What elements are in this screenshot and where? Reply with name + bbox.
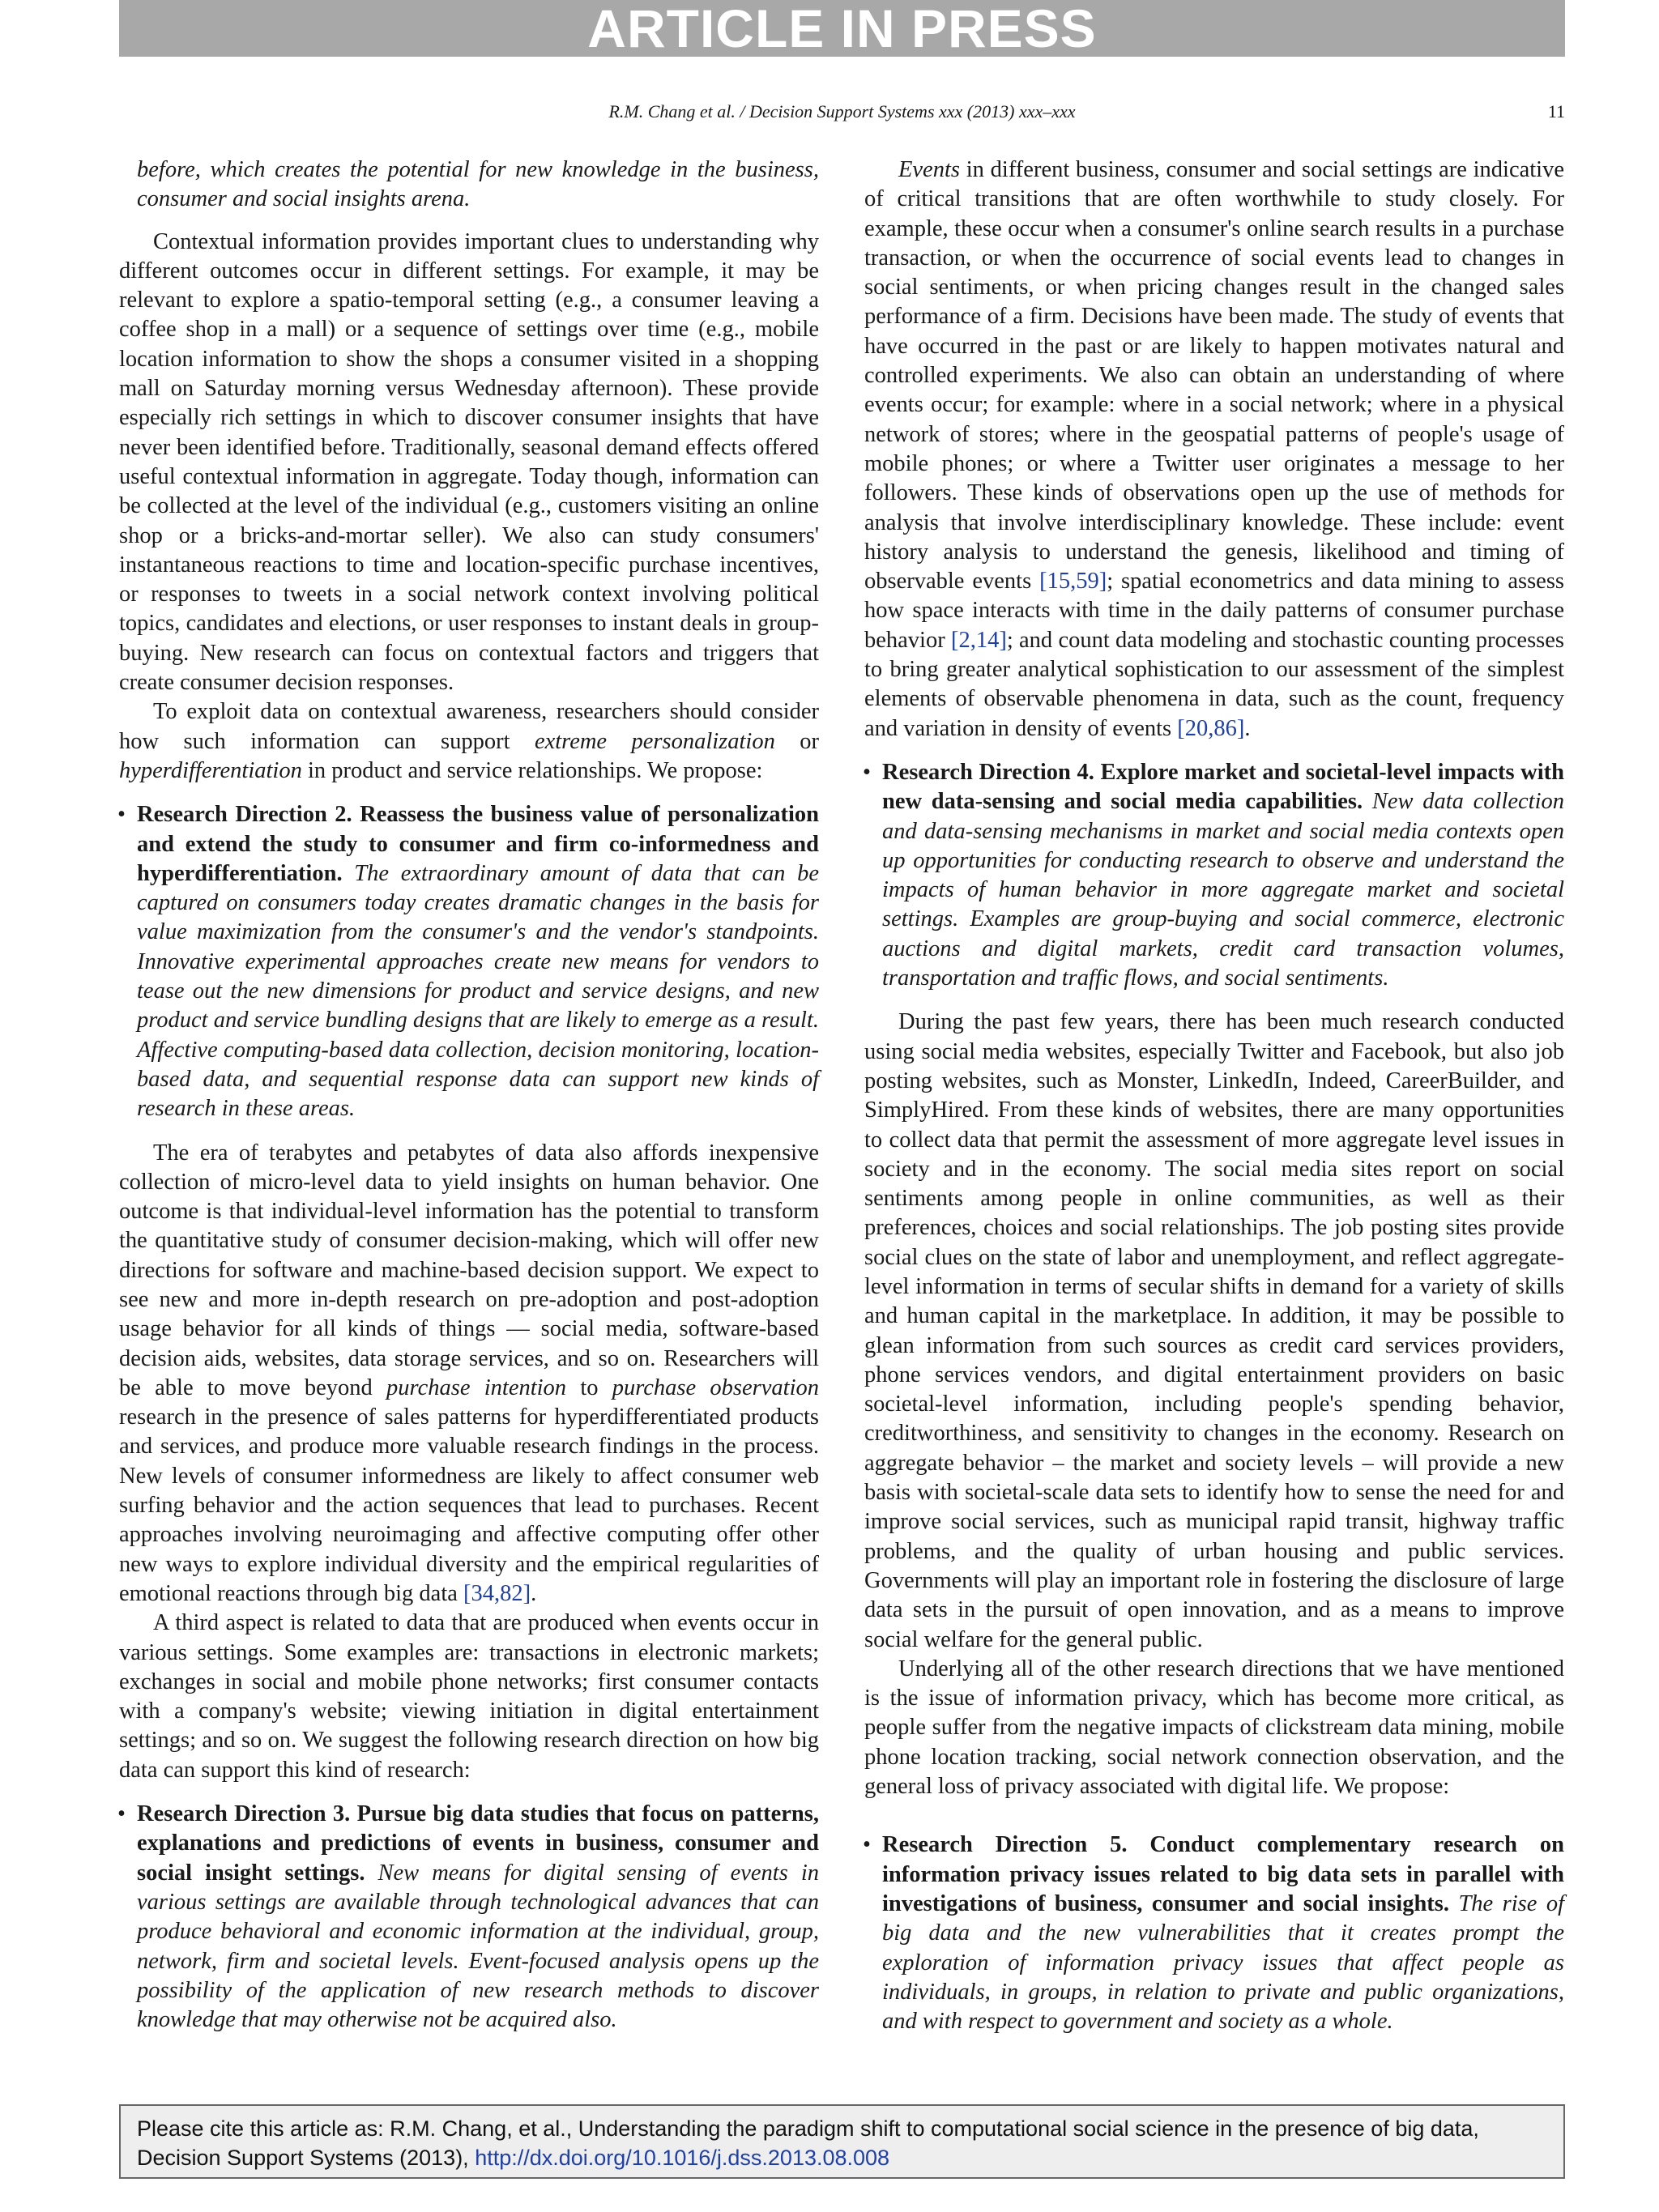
text-run: research in the presence of sales patterns for hyperdifferentiated products and services, and produce more valuable research findings in the process. New levels of consumer informedness are likely to affect consumer web surfing behavior and the action sequences that lead to purchases. Recent approaches involving neuroimaging and affective computing offer other new ways to explore individual diversity and the empirical regularities of emotional reactions through big data (119, 1404, 819, 1606)
citation-text: Please cite this article as: R.M. Chang, et al., Understanding the paradigm shift to computational social science in the presence of big data, Decision Support Systems (2013), (137, 2116, 1479, 2170)
continued-italic-text: before, which creates the potential for new knowledge in the business, consumer and social insights arena. (137, 157, 819, 212)
research-direction-title: Research Direction 3. Pursue big data studies that focus on patterns, explanations and predictions of events in business, consumer and social insight settings. (137, 1801, 819, 1886)
text-run: To exploit data on contextual awareness, researchers should consider how such information can support (119, 699, 819, 754)
text-run: The era of terabytes and petabytes of data also affords inexpensive collection of micro-level data to yield insights on human behavior. One outcome is that individual-level information has the potential to transform the quantitative study of consumer decision-making, which will offer new directions for software and machine-based decision support. We expect to see new and more in-depth research on pre-adoption and post-adoption usage behavior for all kinds of things — social media, software-based decision aids, websites, data storage services, and so on. Researchers will be able to move beyond (119, 1140, 819, 1400)
bullet-icon: • (117, 1801, 126, 1827)
emphasis: extreme personalization (534, 728, 775, 754)
emphasis: purchase observation (612, 1375, 819, 1400)
reference-link[interactable]: [2,14] (950, 627, 1007, 653)
research-direction-5 (864, 1831, 1564, 2036)
paragraph-contextual-information: Contextual information provides important clues to understanding why different outcomes occur in different settings. For example, it may be relevant to explore a spatio-temporal setting (e.g., a consumer leaving a coffee shop in a mall) or a sequence of settings over time (e.g., mobile location information to show the shops a consumer visited in a shopping mall on Saturday morning versus Wednesday afternoon). These provide especially rich settings in which to discover consumer insights that have never been identified before. Traditionally, seasonal demand effects offered useful contextual information in aggregate. Today though, information can be collected at the level of the individual (e.g., customers visiting an online shop or a bricks-and-mortar seller). We also can study consumers' instantaneous reactions to time and location-specific purchase incentives, or responses to tweets in a social network context involving political topics, candidates and elections, or user responses to instant deals in group-buying. New research can focus on contextual factors and triggers that create consumer decision responses. (119, 228, 819, 696)
research-direction-body: The rise of big data and the new vulnerabilities that it creates prompt the exploration of information privacy issues that affect people as individuals, in groups, in relation to private and public organizations, and with respect to government and society as a whole. (882, 1890, 1565, 2035)
bullet-icon: • (863, 759, 871, 785)
running-head (119, 101, 1565, 127)
text-run: in different business, consumer and social settings are indicative of critical transitions that are often worthwhile to study closely. For example, these occur when a consumer's online search results in a purchase transaction, or when the occurrence of social events lead to changes in social sentiments, or when pricing changes result in the changed sales performance of a firm. Decisions have been made. The study of events that have occurred in the past or are likely to happen motivates natural and controlled experiments. We also can obtain an understanding of where events occur; for example: where in a social network; where in a physical network of stores; where in the geospatial patterns of people's usage of mobile phones; or where a Twitter user originates a message to her followers. These kinds of observations open up the use of methods for analysis that involve interdisciplinary knowledge. These include: event history analysis to understand the genesis, likelihood and timing of observable events (864, 157, 1564, 595)
doi-link[interactable]: http://dx.doi.org/10.1016/j.dss.2013.08.008 (475, 2146, 890, 2170)
reference-link[interactable]: [34,82] (463, 1580, 531, 1606)
bullet-icon: • (117, 802, 126, 828)
emphasis: purchase intention (386, 1375, 567, 1400)
text-run: or (774, 728, 819, 754)
text-run: ; and count data modeling and stochastic counting processes to bring greater analytical sophistication to our assessment of the simplest elements of observable phenomena in data, such as the count, frequency and variation in density of events (864, 627, 1564, 741)
research-direction-title: Research Direction 5. Conduct complementary research on information privacy issues related to big data sets in parallel with investigations of business, consumer and social insights. (882, 1832, 1564, 1916)
running-head-citation: R.M. Chang et al. / Decision Support Systems xxx (2013) xxx–xxx (608, 101, 1076, 121)
research-direction-3 (119, 1800, 819, 2035)
bullet-icon: • (863, 1832, 871, 1858)
research-direction-body: New means for digital sensing of events in various settings are available through technological advances that can produce behavioral and economic information at the individual, group, network, firm and societal levels. Event-focused analysis opens up the possibility of the application of new research methods to discover knowledge that may otherwise not be acquired also. (137, 1860, 820, 2033)
citation-box (119, 2104, 1565, 2179)
reference-link[interactable]: [15,59] (1039, 569, 1107, 595)
research-direction-title: Research Direction 4. Explore market and societal-level impacts with new data-sensing and social media capabilities. (882, 759, 1564, 815)
paragraph-events (864, 156, 1564, 744)
research-direction-4 (864, 758, 1564, 993)
paragraph-terabytes (119, 1139, 819, 1609)
paragraph-contextual-awareness (119, 697, 819, 786)
paragraph-third-aspect: A third aspect is related to data that are produced when events occur in various settings. Some examples are: transactions in electronic markets; exchanges in social and mobile phone networks; first consumer contacts with a company's website; viewing initiation in digital entertainment settings; and so on. We suggest the following research direction on how big data can support this kind of research: (119, 1610, 819, 1783)
paragraph-information-privacy: Underlying all of the other research directions that we have mentioned is the issue of information privacy, which has become more critical, as people suffer from the negative impacts of clickstream data mining, mobile phone location tracking, social network connection observation, and the general loss of privacy associated with digital life. We propose: (864, 1656, 1564, 1800)
reference-link[interactable]: [20,86] (1177, 715, 1245, 741)
text-run: . (1244, 715, 1251, 741)
text-run: in product and service relationships. We propose: (301, 757, 763, 783)
left-column (119, 156, 819, 2049)
research-direction-body: New data collection and data-sensing mechanisms in market and social media contexts open up opportunities for conducting research to observe and understand the impacts of human behavior in more aggregate market and societal settings. Examples are group-buying and social commerce, electronic auctions and digital markets, credit card transaction volumes, transportation and traffic flows, and social sentiments. (882, 789, 1564, 991)
paragraph-social-media-research: During the past few years, there has been much research conducted using social media websites, especially Twitter and Facebook, but also job posting websites, such as Monster, LinkedIn, Indeed, CareerBuilder, and SimplyHired. From these kinds of websites, there are many opportunities to collect data that permit the assessment of more aggregate level issues in society and in the economy. The social media sites report on social sentiments among people in online communities, as well as their preferences, choices and social relationships. The job posting sites provide social clues on the state of labor and unemployment, and reflect aggregate-level information in terms of secular shifts in demand for a variety of skills and human capital in the marketplace. In addition, it may be possible to glean information from such sources as credit card services providers, phone services vendors, and digital entertainment providers on basic societal-level information, including people's spending behavior, creditworthiness, and sensitivity to changes in the economy. Research on aggregate behavior – the market and society levels – will provide a new basis with societal-scale data sets to identify how to sense the need for and improve social services, such as municipal rapid transit, highway traffic problems, and the quality of urban housing and public services. Governments will play an important role in fostering the disclosure of large data sets in the pursuit of open innovation, and as a means to improve social welfare for the general public. (864, 1009, 1564, 1652)
emphasis: Events (898, 157, 960, 182)
text-run: . (531, 1580, 537, 1606)
page-number: 11 (1547, 101, 1565, 121)
emphasis: hyperdifferentiation (119, 757, 302, 783)
text-run: to (566, 1375, 612, 1400)
research-direction-2 (119, 800, 819, 1123)
research-direction-body: The extraordinary amount of data that can be captured on consumers today creates dramatic changes in the basis for value maximization from the consumer's and the vendor's standpoints. Innovative experimental approaches create new means for vendors to tease out the new dimensions for product and service designs, and new product and service bundling designs that are likely to emerge as a result. Affective computing-based data collection, decision monitoring, location-based data, and sequential response data can support new kinds of research in these areas. (137, 860, 819, 1122)
right-column (864, 156, 1564, 2051)
text-run: ; spatial econometrics and data mining to assess how space interacts with time in the daily patterns of consumer purchase behavior (864, 569, 1564, 653)
research-direction-title: Research Direction 2. Reassess the business value of personalization and extend the study to consumer and firm co-informedness and hyperdifferentiation. (137, 802, 819, 886)
article-in-press-banner: ARTICLE IN PRESS (119, 0, 1565, 57)
